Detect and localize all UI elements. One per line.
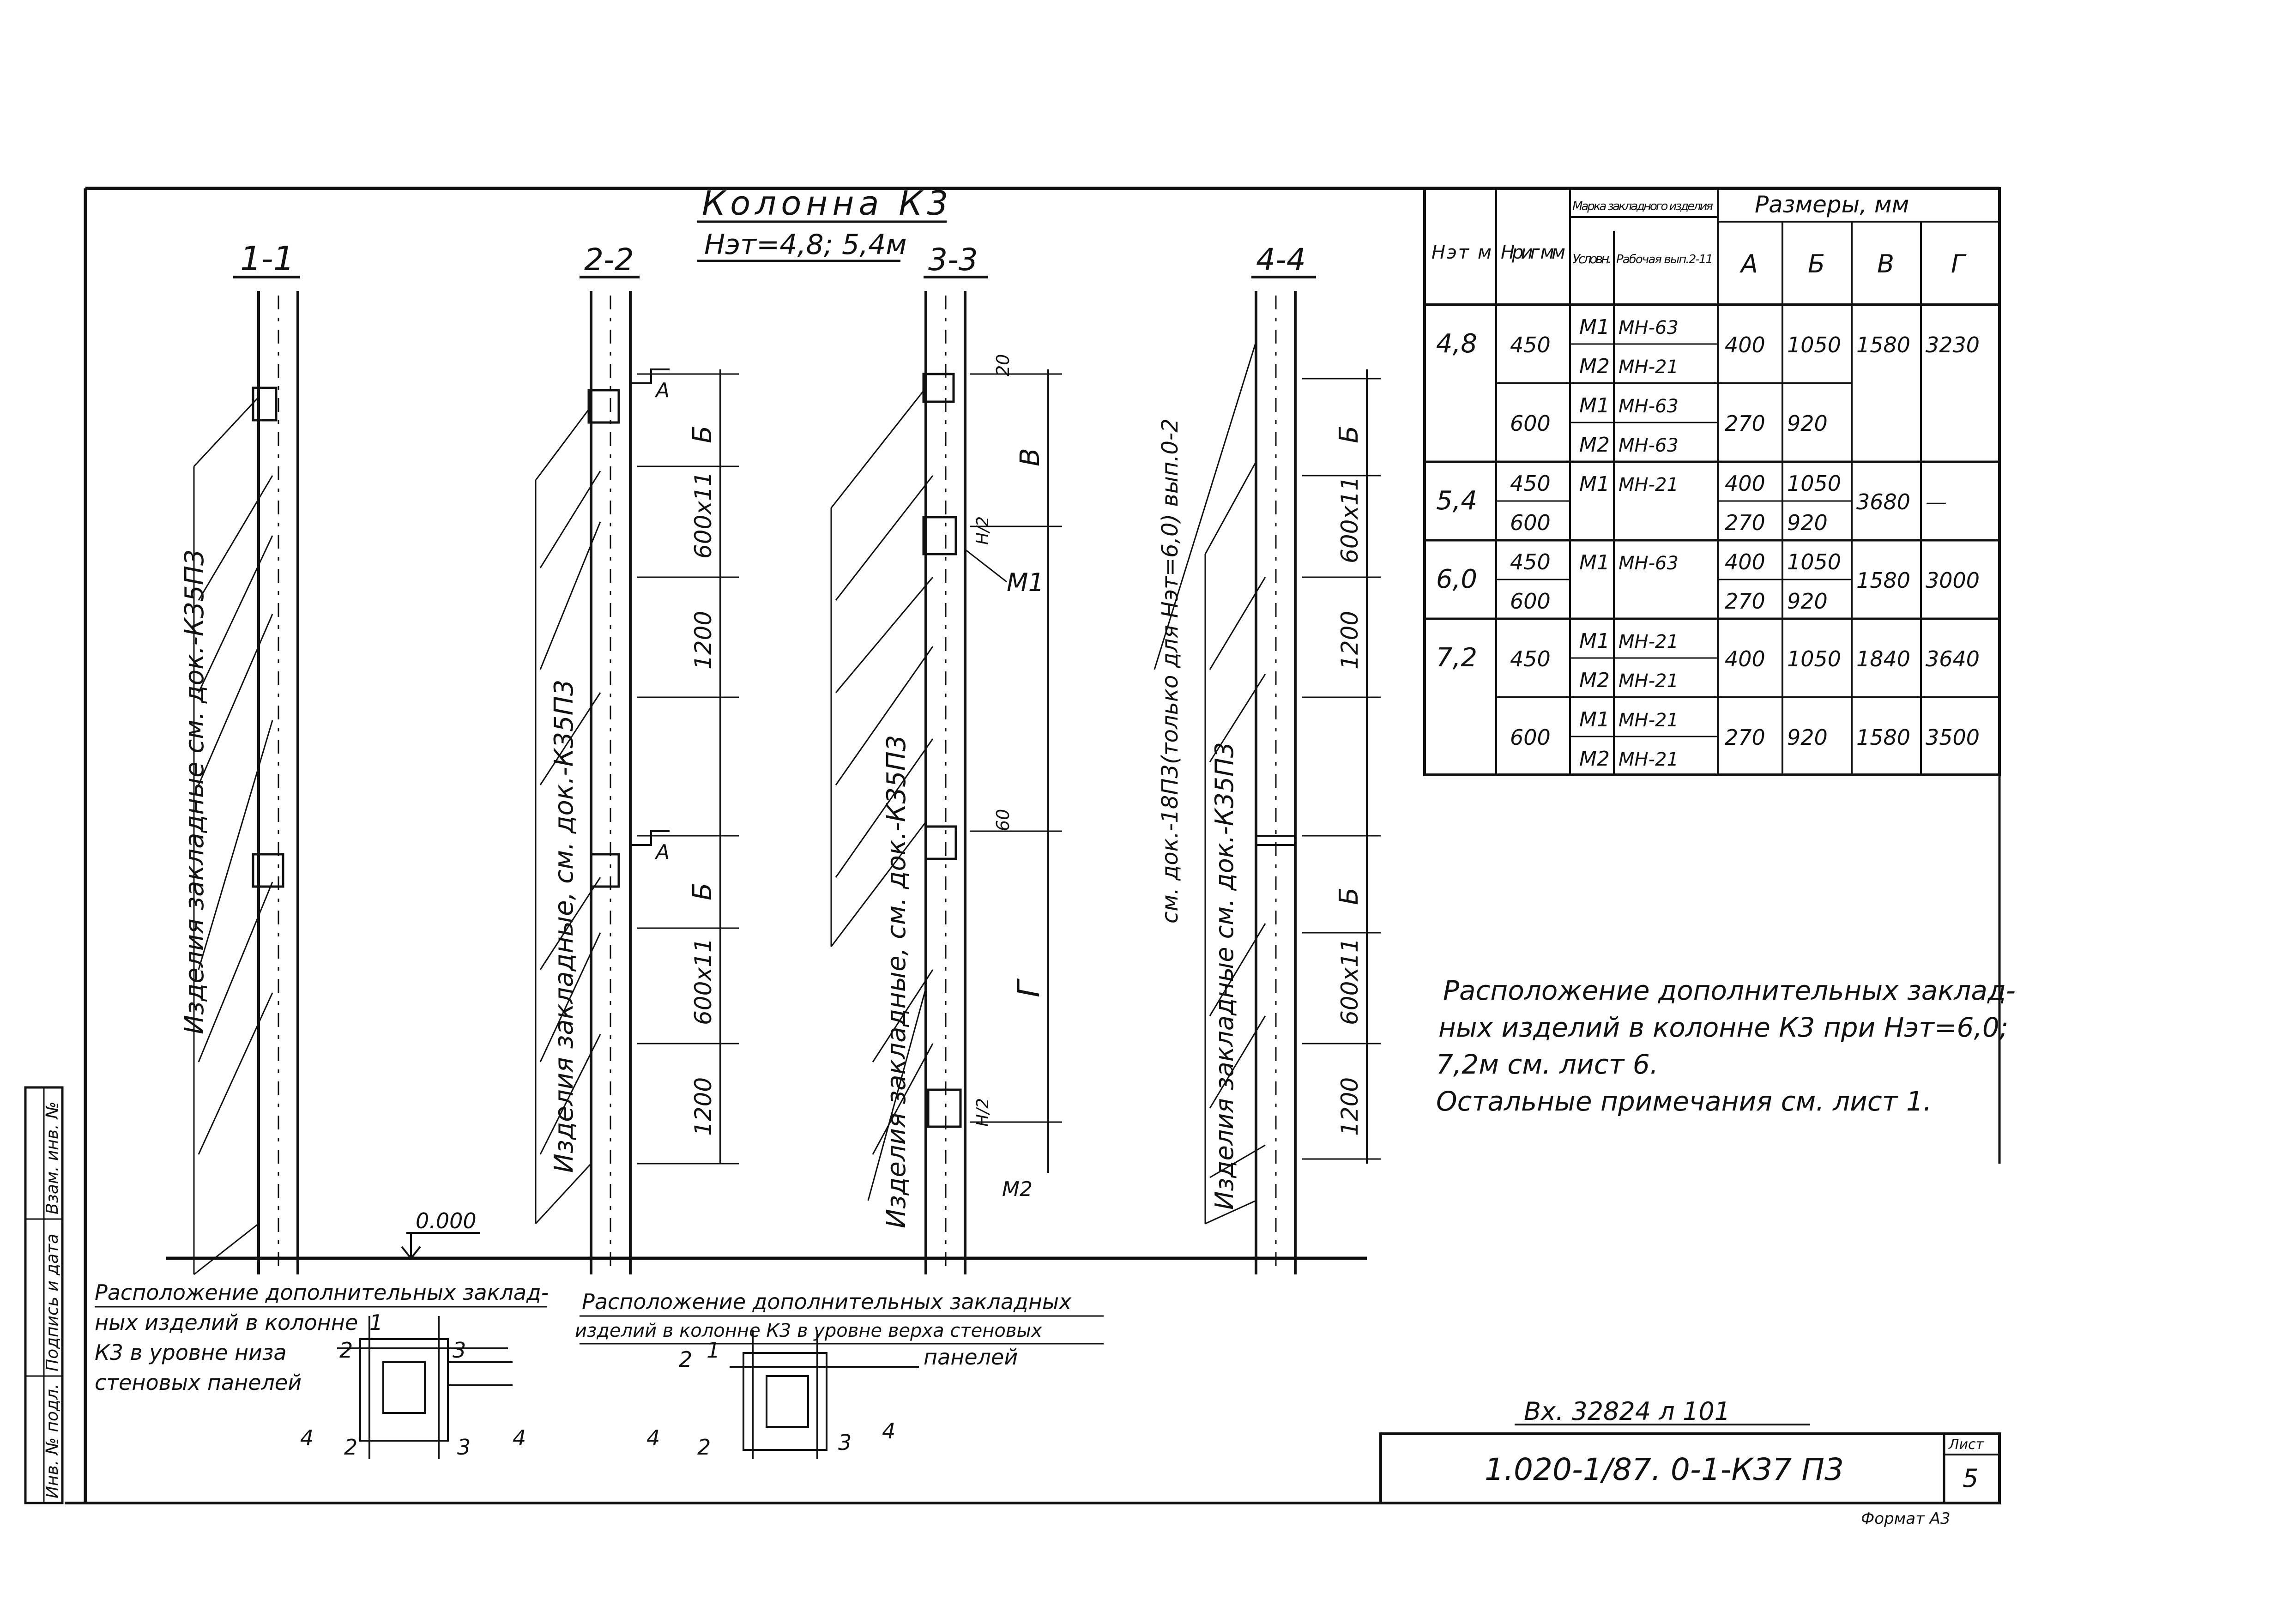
dim-2-a-bot: А: [656, 840, 670, 864]
column-section-4: [1154, 291, 1381, 1274]
table-cell-hriv: 450: [1510, 471, 1551, 496]
section-4-label: 4-4: [1256, 242, 1306, 278]
dim-2-1200-top: 1200: [690, 610, 717, 670]
column-section-2: [536, 291, 739, 1274]
bl-note-4: стеновых панелей: [95, 1370, 302, 1395]
table-cell-b: 1050: [1787, 646, 1842, 671]
bl-note-3: К3 в уровне низа: [95, 1340, 287, 1365]
dim-4-600-bot: 600х11: [1336, 938, 1363, 1025]
table-cell-a: 270: [1725, 510, 1765, 535]
dim-4-b-bot: Б: [1334, 887, 1364, 905]
table-cell-cond: М1: [1579, 629, 1610, 653]
th-v: В: [1877, 249, 1895, 278]
bl-mark-4: 4: [300, 1425, 314, 1450]
table-cell-a: 400: [1725, 471, 1765, 496]
sheet-label: Лист: [1949, 1437, 1984, 1453]
th-cond: Условн.: [1572, 251, 1612, 266]
table-cell-work: МН-21: [1619, 749, 1679, 770]
table-cell-work: МН-21: [1619, 710, 1679, 731]
bm-note-3: панелей: [924, 1345, 1018, 1370]
table-cell-g: —: [1926, 489, 1947, 514]
table-cell-v: 1840: [1856, 646, 1911, 671]
dim-2-b-bot: Б: [688, 882, 718, 900]
bl-note-2: ных изделий в колонне: [95, 1310, 358, 1335]
dim-4-b-top: Б: [1334, 425, 1364, 443]
bl-mark-2b: 2: [344, 1435, 358, 1460]
table-cell-hriv: 450: [1510, 646, 1551, 671]
section-2-label: 2-2: [584, 242, 634, 278]
dim-2-b-top: Б: [688, 425, 718, 443]
section-4-extra-note: см. док.-18П3(только для Нэт=6,0) вып.0-2: [1157, 418, 1183, 924]
note-line-4: Остальные примечания см. лист 1.: [1436, 1086, 1932, 1117]
table-cell-cond: М2: [1579, 669, 1610, 692]
table-cell-hriv: 450: [1510, 549, 1551, 574]
bl-mark-3b: 3: [457, 1435, 471, 1460]
column-section-3: [831, 291, 1062, 1274]
th-work: Рабочая вып.2-11: [1616, 253, 1713, 266]
table-cell-cond: М2: [1579, 355, 1610, 378]
table-cell-b: 920: [1787, 725, 1828, 750]
table-cell-work: МН-21: [1619, 356, 1679, 378]
table-cell-hriv: 600: [1510, 510, 1551, 535]
table-cell-het: 7,2: [1436, 643, 1478, 673]
table-cell-b: 1050: [1787, 332, 1842, 357]
dim-4-1200-top: 1200: [1336, 610, 1363, 670]
sheet-format: Формат А3: [1861, 1509, 1951, 1528]
sheet-number: 5: [1963, 1464, 1979, 1493]
bottom-middle-note: [575, 1289, 1104, 1460]
table-cell-het: 5,4: [1436, 486, 1478, 516]
th-g: Г: [1951, 249, 1965, 278]
table-cell-het: 6,0: [1436, 564, 1478, 594]
side-stamp-1: Взам. инв. №: [43, 1101, 62, 1214]
table-cell-g: 3000: [1926, 568, 1980, 593]
side-stamp-3: Инв. № подл.: [43, 1383, 62, 1498]
table-cell-work: МН-21: [1619, 670, 1679, 692]
bl-mark-4b: 4: [513, 1425, 526, 1450]
table-cell-hriv: 600: [1510, 411, 1551, 436]
table-cell-b: 1050: [1787, 471, 1842, 496]
bm-mark-2: 2: [679, 1347, 693, 1372]
column-subtitle: Нэт=4,8; 5,4м: [704, 229, 907, 261]
table-cell-work: МН-63: [1619, 553, 1679, 574]
bm-mark-4b: 4: [882, 1419, 896, 1443]
mark-m1: М1: [1007, 568, 1044, 597]
dim-3-g: Г: [1011, 980, 1046, 997]
dim-3-h2-bot: Н/2: [973, 1098, 992, 1127]
dim-2-a-top: А: [656, 379, 670, 402]
bottom-left-note: [95, 1280, 549, 1460]
bm-note-2: изделий в колонне К3 в уровне верха стеновых: [575, 1320, 1042, 1341]
section-2-embed-note: Изделия закладные, см. док.-К35П3: [549, 679, 579, 1173]
dim-2-600-bot: 600х11: [690, 938, 717, 1025]
bm-mark-4: 4: [646, 1425, 660, 1450]
table-cell-a: 400: [1725, 646, 1765, 671]
th-hriv: Нриг мм: [1501, 242, 1565, 263]
th-b: Б: [1808, 249, 1825, 278]
bm-note-1: Расположение дополнительных закладных: [582, 1289, 1072, 1314]
table-cell-hriv: 600: [1510, 725, 1551, 750]
mark-m2: М2: [1002, 1177, 1033, 1201]
table-cell-b: 920: [1787, 589, 1828, 614]
dim-3-20: 20: [993, 354, 1013, 376]
dim-2-1200-bot: 1200: [690, 1077, 717, 1136]
table-cell-a: 400: [1725, 332, 1765, 357]
table-cell-het: 4,8: [1436, 329, 1478, 359]
side-stamp: [25, 1087, 62, 1503]
table-cell-cond: М1: [1579, 708, 1610, 731]
table-cell-g: 3500: [1926, 725, 1980, 750]
dim-3-h2-top: Н/2: [973, 516, 992, 545]
th-a: А: [1741, 249, 1758, 278]
column-section-1: [180, 291, 298, 1274]
table-cell-cond: М1: [1579, 315, 1610, 339]
drawing-title: [697, 184, 953, 261]
note-line-2: ных изделий в колонне К3 при Нэт=6,0;: [1438, 1012, 2009, 1043]
section-4-embed-note: Изделия закладные см. док.-К35П3: [1210, 742, 1239, 1210]
note-line-3: 7,2м см. лист 6.: [1436, 1049, 1659, 1080]
section-1-label: 1-1: [240, 239, 295, 278]
bl-mark-2: 2: [339, 1338, 353, 1363]
document-code: 1.020-1/87. 0-1-К37 П3: [1485, 1452, 1844, 1487]
column-title: Колонна К3: [702, 184, 953, 223]
bl-note-1: Расположение дополнительных заклад-: [95, 1280, 549, 1305]
table-cell-work: МН-63: [1619, 317, 1679, 338]
table-cell-b: 1050: [1787, 549, 1842, 574]
section-1-embed-note: Изделия закладные см. док.-К35П3: [180, 549, 210, 1034]
table-cell-work: МН-63: [1619, 435, 1679, 456]
th-sizes: Размеры, мм: [1755, 191, 1909, 218]
inventory-number: Вх. 32824 л 101: [1524, 1397, 1731, 1426]
table-cell-work: МН-21: [1619, 474, 1679, 495]
zero-mark: 0.000: [416, 1208, 477, 1233]
dim-3-60: 60: [993, 809, 1013, 831]
section-3-embed-note: Изделия закладные, см. док.-К35П3: [882, 735, 912, 1228]
dimensions-table: [1425, 188, 1999, 775]
table-cell-hriv: 450: [1510, 332, 1551, 357]
table-cell-a: 270: [1725, 411, 1765, 436]
table-cell-work: МН-63: [1619, 396, 1679, 417]
table-cell-v: 1580: [1856, 725, 1911, 750]
table-cell-work: МН-21: [1619, 631, 1679, 652]
dim-4-1200-bot: 1200: [1336, 1077, 1363, 1136]
dim-4-600-top: 600х11: [1336, 476, 1363, 563]
general-notes: [1436, 975, 2016, 1117]
table-cell-v: 1580: [1856, 332, 1911, 357]
table-cell-v: 1580: [1856, 568, 1911, 593]
bm-mark-2b: 2: [697, 1435, 711, 1460]
table-cell-v: 3680: [1856, 489, 1911, 514]
table-cell-cond: М2: [1579, 747, 1610, 771]
table-cell-a: 270: [1725, 589, 1765, 614]
table-cell-cond: М1: [1579, 472, 1610, 496]
table-cell-g: 3230: [1926, 332, 1980, 357]
bl-mark-3: 3: [453, 1338, 466, 1363]
dim-2-600-top: 600х11: [690, 471, 717, 559]
bm-mark-1: 1: [707, 1338, 720, 1363]
table-cell-a: 270: [1725, 725, 1765, 750]
th-mark-group: Марка закладного изделия: [1572, 199, 1713, 213]
section-3-label: 3-3: [928, 242, 978, 278]
table-cell-cond: М1: [1579, 551, 1610, 574]
note-line-1: Расположение дополнительных заклад-: [1443, 975, 2016, 1006]
table-cell-a: 400: [1725, 549, 1765, 574]
table-cell-hriv: 600: [1510, 589, 1551, 614]
bm-mark-3b: 3: [838, 1430, 852, 1455]
side-stamp-2: Подпись и дата: [43, 1233, 62, 1371]
table-cell-cond: М2: [1579, 433, 1610, 457]
th-het: Нэт м: [1431, 242, 1492, 263]
title-block: [1381, 1397, 1999, 1528]
bl-mark-1: 1: [369, 1310, 383, 1335]
table-cell-g: 3640: [1926, 646, 1980, 671]
table-cell-b: 920: [1787, 510, 1828, 535]
ground-line: [166, 1208, 1367, 1258]
table-cell-cond: М1: [1579, 394, 1610, 417]
dim-3-v: В: [1014, 448, 1045, 466]
table-cell-b: 920: [1787, 411, 1828, 436]
